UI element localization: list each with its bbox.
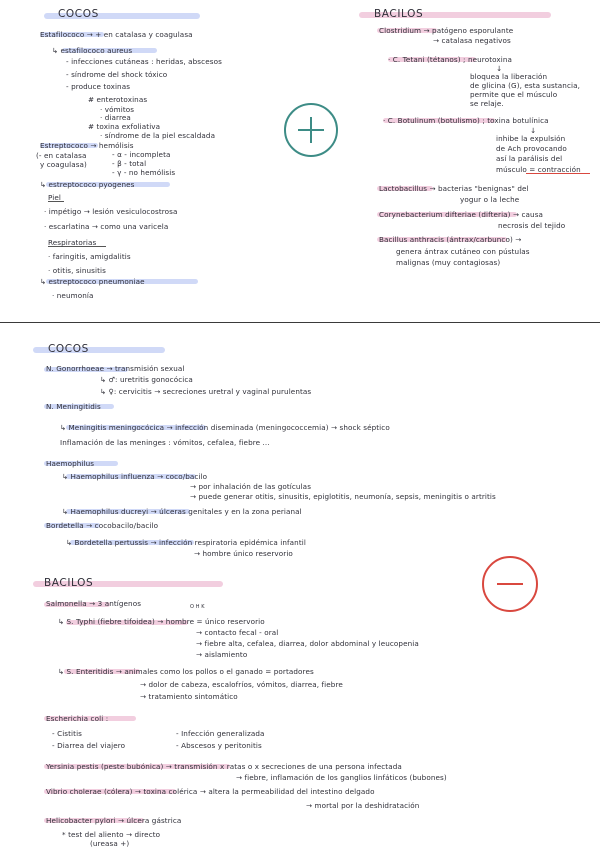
salmonella-line: Salmonella → 3 antígenos	[46, 599, 142, 608]
bacillus-line: Bacillus anthracis (ántrax/carbunco) →	[379, 235, 522, 244]
enteritidis-line: ↳ S. Enteritidis → animales como los pollos o el ganado = portadores	[58, 667, 314, 676]
lactobacillus-line-2: yogur o la leche	[460, 195, 520, 204]
resp-item-1: · faringitis, amigdalitis	[48, 252, 131, 261]
influenza-desc-2: → puede generar otitis, sinusitis, epiglotitis, neumonía, sepsis, meningitis o artritis	[190, 492, 496, 501]
influenza-desc-1: → por inhalación de las gotículas	[190, 482, 312, 491]
vibrio-line: Vibrio cholerae (cólera) → toxina colérica → altera la permeabilidad del intestino delgado	[46, 787, 375, 796]
botulinum-desc-3: así la parálisis del	[496, 154, 563, 163]
section-divider	[0, 322, 600, 323]
aureus-item-1: - infecciones cutáneas : heridas, abscesos	[66, 57, 222, 66]
cocos-title-bottom: COCOS	[48, 343, 89, 355]
tetani-line: · C. Tetani (tétanos) ; neurotoxina	[388, 55, 512, 64]
bordetella-line: Bordetella → cocobacilo/bacilo	[46, 521, 159, 530]
bacilos-title-bottom: BACILOS	[44, 577, 94, 589]
hemolisis-alpha: - α - incompleta	[112, 150, 171, 159]
clostridium-line: Clostridium → patógeno esporulante	[379, 26, 514, 35]
salmonella-antigens: O H K	[190, 604, 205, 610]
botulinum-desc-1: inhibe la expulsión	[496, 134, 566, 143]
pyogenes-line: ↳ estreptococo pyogenes	[40, 180, 135, 189]
gonorrhoeae-female: ↳ ♀: cervicitis → secreciones uretral y vaginal purulentas	[100, 387, 312, 396]
typhi-desc-1: → contacto fecal - oral	[196, 628, 279, 637]
typhi-desc-3: → aislamiento	[196, 650, 248, 659]
estreptococo-line: Estreptococo → hemólisis	[40, 141, 134, 150]
ecoli-line: Escherichia coli :	[46, 714, 109, 723]
meningitidis-line: N. Meningitidis	[46, 402, 101, 411]
enteritidis-desc-1: → dolor de cabeza, escalofríos, vómitos, diarrea, fiebre	[140, 680, 343, 689]
enteritidis-desc-2: → tratamiento sintomático	[140, 692, 238, 701]
ecoli-item-4: - Abscesos y peritonitis	[176, 741, 262, 750]
haemophilus-line: Haemophilus	[46, 459, 95, 468]
bacilos-title-top: BACILOS	[374, 8, 424, 20]
aureus-item-2: - síndrome del shock tóxico	[66, 70, 168, 79]
plus-circle-icon	[284, 103, 338, 157]
aureus-item-4: # enterotoxinas	[88, 95, 148, 104]
respiratorias-heading: Respiratorias	[48, 238, 97, 247]
hemolisis-beta: - β - total	[112, 159, 147, 168]
cocos-title-top: COCOS	[58, 8, 99, 20]
helicobacter-test: * test del aliento → directo	[62, 830, 161, 839]
bacillus-line-2: genera ántrax cutáneo con pústulas	[396, 247, 530, 256]
tetani-desc-1: bloquea la liberación	[470, 72, 548, 81]
tetani-desc-2: de glicina (G), esta sustancia,	[470, 81, 580, 90]
pneumoniae-line: ↳ estreptococo pneumoniae	[40, 277, 145, 286]
estreptococo-note-1: (- en catalasa	[36, 151, 87, 160]
ecoli-item-3: - Infección generalizada	[176, 729, 265, 738]
tetani-desc-4: se relaje.	[470, 99, 504, 108]
typhi-line: ↳ S. Typhi (fiebre tifoidea) → hombre = único reservorio	[58, 617, 265, 626]
vibrio-desc: → mortal por la deshidratación	[306, 801, 420, 810]
lactobacillus-line: Lactobacillus → bacterias "benignas" del	[379, 184, 529, 193]
meningitis-desc: Inflamación de las meninges : vómitos, cefalea, fiebre ...	[60, 438, 270, 447]
meningitis-line: ↳ Meningitis meningocócica → infección diseminada (meningococcemia) → shock séptico	[60, 423, 390, 432]
clostridium-line-2: → catalasa negativos	[433, 36, 511, 45]
bacillus-line-3: malignas (muy contagiosas)	[396, 258, 501, 267]
typhi-desc-2: → fiebre alta, cefalea, diarrea, dolor abdominal y leucopenia	[196, 639, 419, 648]
pertussis-desc: → hombre único reservorio	[194, 549, 293, 558]
piel-item-2: · escarlatina → como una varicela	[44, 222, 169, 231]
botulinum-desc-2: de Ach provocando	[496, 144, 567, 153]
helicobacter-line: Helicobacter pylori → úlcera gástrica	[46, 816, 182, 825]
pertussis-line: ↳ Bordetella pertussis → infección respiratoria epidémica infantil	[66, 538, 306, 547]
gonorrhoeae-line: N. Gonorrhoeae → transmisión sexual	[46, 364, 185, 373]
aureus-item-3: - produce toxinas	[66, 82, 131, 91]
piel-heading: Piel	[48, 193, 61, 202]
botulinum-desc-4: músculo = contracción	[496, 165, 581, 174]
minus-circle-icon	[482, 556, 538, 612]
ducreyi-line: ↳ Haemophilus ducreyi → úlceras genitales y en la zona perianal	[62, 507, 302, 516]
estreptococo-note-2: y coagulasa)	[40, 160, 87, 169]
hemolisis-gamma: - γ - no hemólisis	[112, 168, 176, 177]
ecoli-item-2: - Diarrea del viajero	[52, 741, 126, 750]
aureus-line: ↳ estafilococo aureus	[52, 46, 133, 55]
aureus-item-7: # toxina exfoliativa	[88, 122, 161, 131]
resp-item-2: · otitis, sinusitis	[48, 266, 106, 275]
neumonia-item: · neumonía	[52, 291, 94, 300]
corynebacterium-line-2: necrosis del tejido	[498, 221, 566, 230]
estafilococo-line: Estafilococo → + en catalasa y coagulasa	[40, 30, 193, 39]
ecoli-item-1: - Cistitis	[52, 729, 83, 738]
aureus-item-6: · diarrea	[100, 113, 131, 122]
botulinum-line: · C. Botulinum (botulismo) ; toxina botulínica	[383, 116, 549, 125]
yersinia-line: Yersinia pestis (peste bubónica) → transmisión x ratas o x secreciones de una persona infectada	[46, 762, 402, 771]
helicobacter-ureasa: (ureasa +)	[90, 839, 130, 848]
piel-item-1: · impétigo → lesión vesiculocostrosa	[44, 207, 178, 216]
botulinum-arrow: ↓	[530, 126, 537, 135]
aureus-item-8: · síndrome de la piel escaldada	[100, 131, 216, 140]
gonorrhoeae-male: ↳ ♂: uretritis gonocócica	[100, 375, 193, 384]
yersinia-desc: → fiebre, inflamación de los ganglios linfáticos (bubones)	[236, 773, 447, 782]
aureus-item-5: · vómitos	[100, 105, 135, 114]
tetani-desc-3: permite que el músculo	[470, 90, 558, 99]
corynebacterium-line: Corynebacterium difteriae (difteria) → causa	[379, 210, 544, 219]
influenza-line: ↳ Haemophilus influenza → coco/bacilo	[62, 472, 208, 481]
tetani-arrow: ↓	[496, 64, 503, 73]
